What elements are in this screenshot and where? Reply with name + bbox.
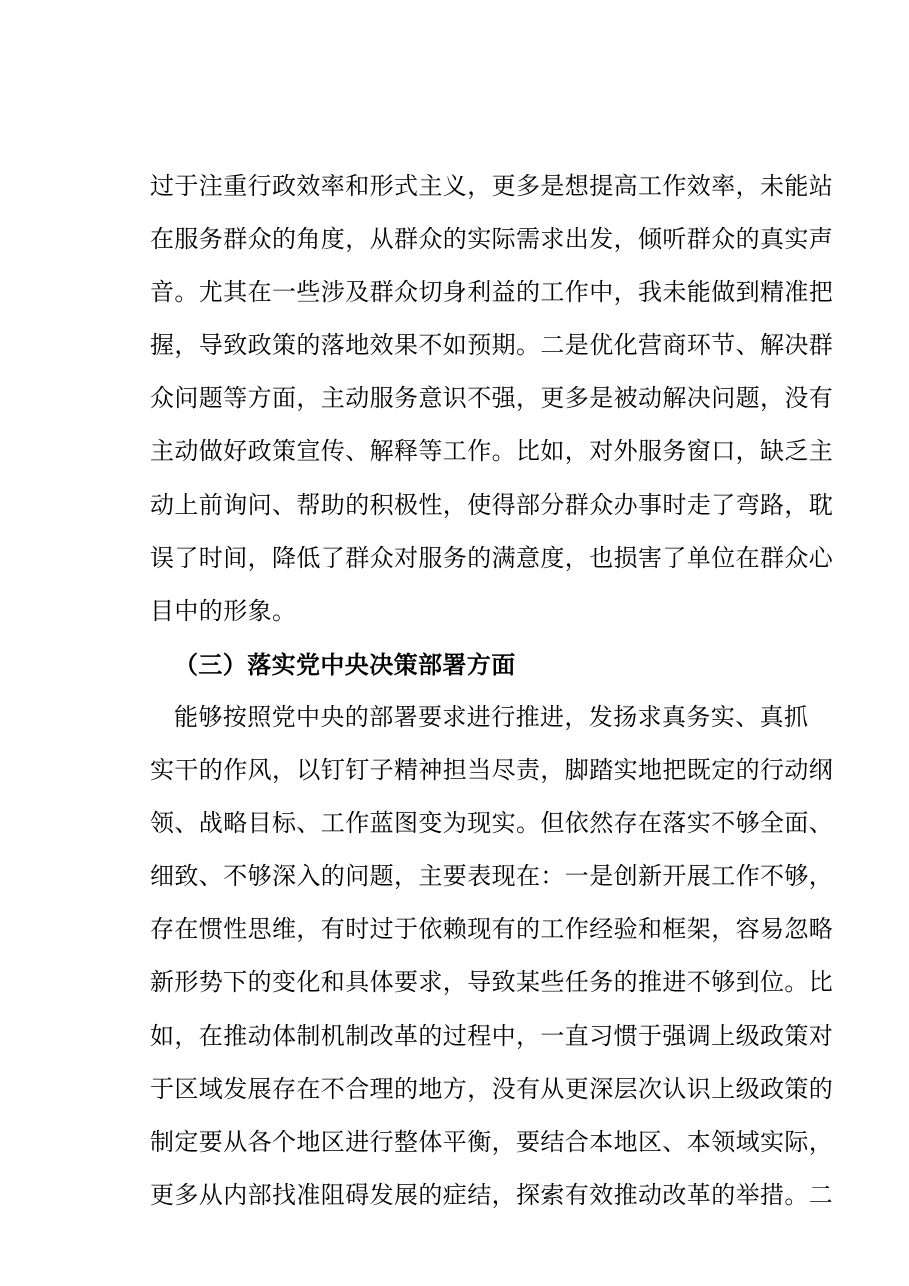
- text-line-6: 主动做好政策宣传、解释等工作。比如，对外服务窗口，缺乏主: [150, 437, 834, 466]
- text-line-3: 音。尤其在一些涉及群众切身利益的工作中，我未能做到精准把: [150, 278, 834, 307]
- text-line-1: 过于注重行政效率和形式主义，更多是想提高工作效率，未能站: [150, 172, 834, 200]
- text-line-8: 误了时间，降低了群众对服务的满意度，也损害了单位在群众心: [150, 543, 834, 572]
- text-line-20: 更多从内部找准阻碍发展的症结，探索有效推动改革的举措。二: [150, 1180, 834, 1209]
- text-line-18: 于区域发展存在不合理的地方，没有从更深层次认识上级政策的: [150, 1074, 834, 1103]
- text-line-5: 众问题等方面，主动服务意识不强，更多是被动解决问题，没有: [150, 384, 834, 413]
- text-line-4: 握，导致政策的落地效果不如预期。二是优化营商环节、解决群: [150, 331, 834, 360]
- text-line-13: 领、战略目标、工作蓝图变为现实。但依然存在落实不够全面、: [150, 809, 834, 838]
- text-line-9: 目中的形象。: [150, 596, 297, 625]
- text-line-16: 新形势下的变化和具体要求，导致某些任务的推进不够到位。比: [150, 968, 834, 997]
- text-line-15: 存在惯性思维，有时过于依赖现有的工作经验和框架，容易忽略: [150, 915, 834, 944]
- text-line-12: 实干的作风，以钉钉子精神担当尽责，脚踏实地把既定的行动纲: [150, 756, 834, 785]
- text-line-11: 能够按照党中央的部署要求进行推进，发扬求真务实、真抓: [174, 702, 809, 731]
- text-line-2: 在服务群众的角度，从群众的实际需求出发，倾听群众的真实声: [150, 225, 834, 254]
- text-line-7: 动上前询问、帮助的积极性，使得部分群众办事时走了弯路，耽: [150, 490, 834, 519]
- section-heading: （三）落实党中央决策部署方面: [174, 649, 516, 679]
- text-line-17: 如，在推动体制机制改革的过程中，一直习惯于强调上级政策对: [150, 1021, 834, 1050]
- text-line-19: 制定要从各个地区进行整体平衡，要结合本地区、本领域实际，: [150, 1127, 834, 1156]
- body-text: [150, 160, 834, 1222]
- text-line-14: 细致、不够深入的问题，主要表现在：一是创新开展工作不够，: [150, 862, 834, 891]
